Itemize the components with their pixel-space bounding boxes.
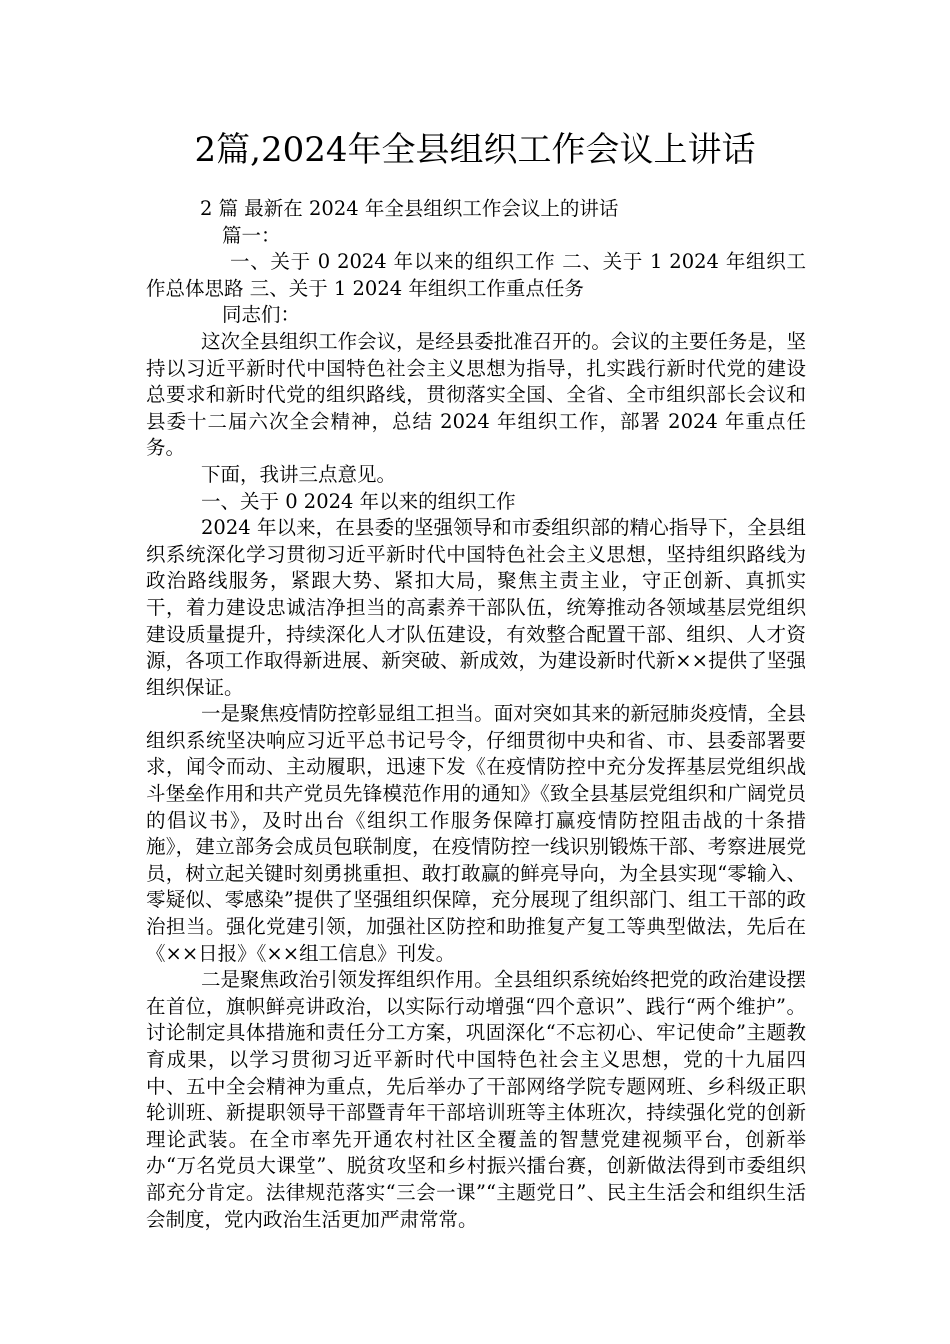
paragraph-political: 二是聚焦政治引领发挥组织作用。全县组织系统始终把党的政治建设摆在首位，旗帜鲜亮讲政治，以实际行动增强“四个意识”、践行“两个维护”。讨论制定具体措施和责任分工方案，巩固深化“不忘初心、牢记使命”主题教育成果，以学习贯彻习近平新时代中国特色社会主义思想，党的十九届四中、五中全会精神为重点，先后举办了干部网络学院专题网班、乡科级正职轮训班、新提职领导干部暨青年干部培训班等主体班次，持续强化党的创新理论武装。在全市率先开通农村社区全覆盖的智慧党建视频平台，创新举办“万名党员大课堂”、脱贫攻坚和乡村振兴擂台赛，创新做法得到市委组织部充分肯定。法律规范落实“三会一课”“主题党日”、民主生活会和组织生活会制度，党内政治生活更加严肃常常。 xyxy=(146,968,806,1231)
document-subtitle: 2 篇 最新在 2024 年全县组织工作会议上的讲话 xyxy=(200,197,619,220)
paragraph-three-points: 下面，我讲三点意见。 xyxy=(201,462,397,486)
paragraph-intro: 这次全县组织工作会议，是经县委批准召开的。会议的主要任务是，坚持以习近平新时代中国特色社会主义思想为指导，扎实践行新时代党的建设总要求和新时代党的组织路线，贯彻落实全国、全省、全市组织部长会议和县委十二届六次全会精神，总结 2024 年组织工作，部署 2024 年重点任务。 xyxy=(146,329,806,460)
section-heading-1: 一、关于 0 2024 年以来的组织工作 xyxy=(201,489,516,513)
paragraph-summary: 2024 年以来，在县委的坚强领导和市委组织部的精心指导下，全县组织系统深化学习贯彻习近平新时代中国特色社会主义思想，坚持组织路线为政治路线服务，紧跟大势、紧扣大局，聚焦主责主业，守正创新、真抓实干，着力建设忠诚洁净担当的高素养干部队伍，统筹推动各领域基层党组织建设质量提升，持续深化人才队伍建设，有效整合配置干部、组织、人才资源，各项工作取得新进展、新突破、新成效，为建设新时代新××提供了坚强组织保证。 xyxy=(146,516,806,699)
greeting: 同志们： xyxy=(222,303,301,327)
table-of-contents: 一、关于 0 2024 年以来的组织工作 二、关于 1 2024 年组织工作总体思路 三、关于 1 2024 年组织工作重点任务 xyxy=(146,250,806,300)
document-title: 2篇,2024年全县组织工作会议上讲话 xyxy=(194,130,756,170)
paragraph-epidemic: 一是聚焦疫情防控彰显组工担当。面对突如其来的新冠肺炎疫情，全县组织系统坚决响应习近平总书记号令，仔细贯彻中央和省、市、县委部署要求，闻令而动、主动履职，迅速下发《在疫情防控中充分发挥基层党组织战斗堡垒作用和共产党员先锋模范作用的通知》《致全县基层党组织和广阔党员的倡议书》，及时出台《组织工作服务保障打赢疫情防控阻击战的十条措施》，建立部务会成员包联制度，在疫情防控一线识别锻炼干部、考察进展党员，树立起关键时刻勇挑重担、敢打敢赢的鲜亮导向，为全县实现“零输入、零疑似、零感染”提供了坚强组织保障，充分展现了组织部门、组工干部的政治担当。强化党建引领，加强社区防控和助推复产复工等典型做法，先后在《××日报》《××组工信息》刊发。 xyxy=(146,702,806,965)
part-label: 篇一： xyxy=(222,223,281,247)
document-body xyxy=(146,196,806,1233)
